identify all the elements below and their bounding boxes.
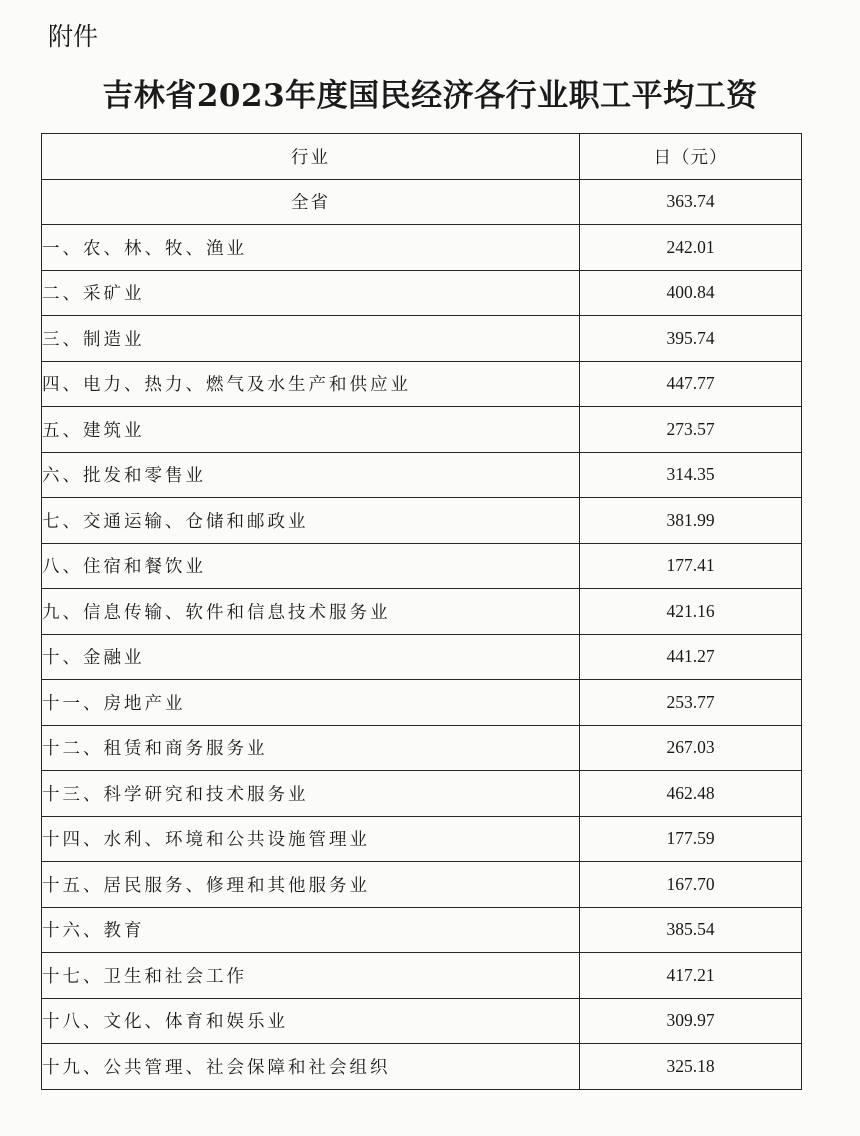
table-row: [42, 452, 802, 498]
daily-wage-value: 314.35: [580, 452, 802, 498]
table-row: [42, 907, 802, 953]
table-row: [42, 953, 802, 999]
table-row-total: [42, 179, 802, 225]
daily-wage-value: 242.01: [580, 225, 802, 271]
daily-wage-value: 417.21: [580, 953, 802, 999]
daily-wage-value: 385.54: [580, 907, 802, 953]
industry-name: 八、住宿和餐饮业: [42, 543, 580, 589]
daily-wage-value: 447.77: [580, 361, 802, 407]
table-row: [42, 725, 802, 771]
table-row: [42, 361, 802, 407]
industry-name: 十九、公共管理、社会保障和社会组织: [42, 1044, 580, 1090]
industry-name: 十五、居民服务、修理和其他服务业: [42, 862, 580, 908]
daily-wage-value: 177.41: [580, 543, 802, 589]
industry-name: 十三、科学研究和技术服务业: [42, 771, 580, 817]
daily-wage-value: 309.97: [580, 998, 802, 1044]
table-row: [42, 589, 802, 635]
table-header-row: [42, 134, 802, 180]
industry-name: 十七、卫生和社会工作: [42, 953, 580, 999]
table-row: [42, 1044, 802, 1090]
industry-name: 十、金融业: [42, 634, 580, 680]
wage-table: [41, 133, 802, 1090]
table-row: [42, 270, 802, 316]
table-row: [42, 998, 802, 1044]
header-industry: 行业: [42, 134, 580, 180]
daily-wage-value: 400.84: [580, 270, 802, 316]
daily-wage-value: 395.74: [580, 316, 802, 362]
total-value: 363.74: [580, 179, 802, 225]
daily-wage-value: 325.18: [580, 1044, 802, 1090]
table-row: [42, 862, 802, 908]
total-label: 全省: [42, 179, 580, 225]
industry-name: 四、电力、热力、燃气及水生产和供应业: [42, 361, 580, 407]
industry-name: 十二、租赁和商务服务业: [42, 725, 580, 771]
table-row: [42, 498, 802, 544]
daily-wage-value: 381.99: [580, 498, 802, 544]
daily-wage-value: 462.48: [580, 771, 802, 817]
table-row: [42, 634, 802, 680]
daily-wage-value: 273.57: [580, 407, 802, 453]
table-row: [42, 407, 802, 453]
table-row: [42, 816, 802, 862]
industry-name: 十四、水利、环境和公共设施管理业: [42, 816, 580, 862]
daily-wage-value: 441.27: [580, 634, 802, 680]
daily-wage-value: 177.59: [580, 816, 802, 862]
table-row: [42, 225, 802, 271]
industry-name: 十八、文化、体育和娱乐业: [42, 998, 580, 1044]
industry-name: 一、农、林、牧、渔业: [42, 225, 580, 271]
industry-name: 五、建筑业: [42, 407, 580, 453]
daily-wage-value: 253.77: [580, 680, 802, 726]
industry-name: 十一、房地产业: [42, 680, 580, 726]
daily-wage-value: 421.16: [580, 589, 802, 635]
header-daily-wage: 日（元）: [580, 134, 802, 180]
industry-name: 三、制造业: [42, 316, 580, 362]
document-title: 吉林省2023年度国民经济各行业职工平均工资: [102, 78, 758, 114]
table-row: [42, 680, 802, 726]
industry-name: 七、交通运输、仓储和邮政业: [42, 498, 580, 544]
daily-wage-value: 167.70: [580, 862, 802, 908]
industry-name: 十六、教育: [42, 907, 580, 953]
attachment-label: 附件: [48, 22, 99, 51]
daily-wage-value: 267.03: [580, 725, 802, 771]
table-row: [42, 771, 802, 817]
industry-name: 六、批发和零售业: [42, 452, 580, 498]
table-row: [42, 316, 802, 362]
table-row: [42, 543, 802, 589]
industry-name: 九、信息传输、软件和信息技术服务业: [42, 589, 580, 635]
industry-name: 二、采矿业: [42, 270, 580, 316]
